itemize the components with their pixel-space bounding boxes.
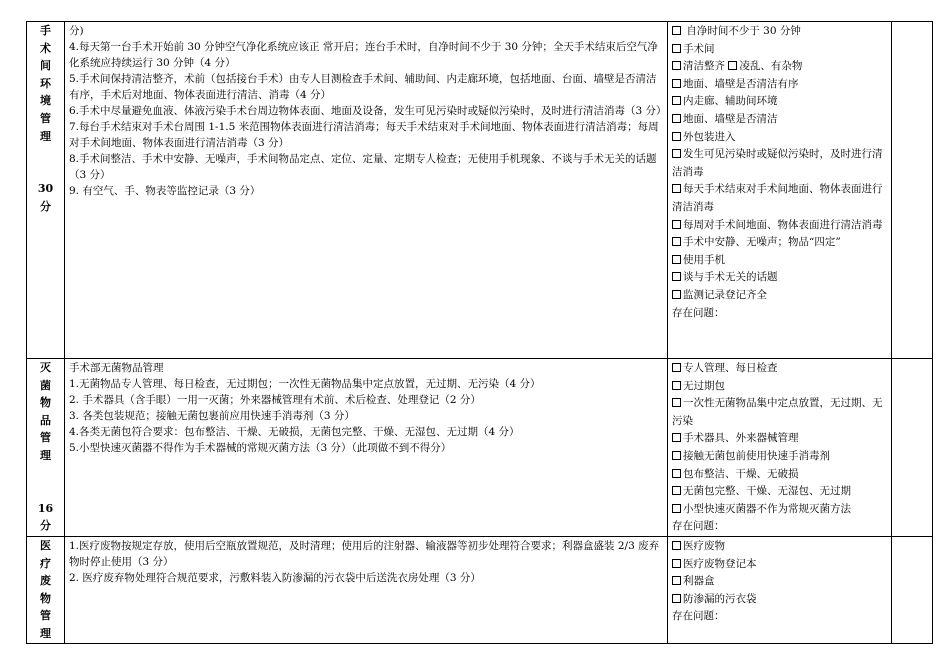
category-cell [27, 359, 65, 537]
checkbox-icon [672, 220, 681, 229]
checklist-cell [668, 536, 892, 643]
checkbox-icon [672, 96, 681, 105]
category-char: 疗 [40, 556, 51, 570]
checklist-item [672, 146, 887, 181]
checklist-label: 发生可见污染时或疑似污染时，及时进行清洁消毒 [672, 148, 883, 178]
checklist-item [672, 360, 887, 378]
row-surgery-environment [27, 22, 933, 359]
checklist-item [672, 269, 887, 287]
category-score-unit: 分 [40, 199, 51, 213]
category-char: 术 [40, 41, 51, 55]
checklist-item [672, 573, 887, 591]
category-char: 物 [40, 591, 51, 605]
standard-item: 2. 医疗废弃物处理符合规范要求，污敷料装入防渗漏的污衣袋中后送洗衣房处理（3 分） [69, 571, 481, 584]
checklist-label: 手术中安静、无噪声；物品“四定” [683, 236, 841, 249]
checkbox-icon [672, 576, 681, 585]
checklist-label: 使用手机 [683, 253, 725, 266]
standard-item: 5.手术间保持清洁整齐，术前（包括接台手术）由专人目测检查手术间、辅助间、内走廊环境，包括地面、台面、墙壁是否清洁有序，手术后对地面、物体表面进行清洁、消毒（4 分） [69, 73, 657, 101]
standard-item: 手术部无菌物品管理 [69, 362, 164, 374]
category-score-unit: 分 [40, 519, 51, 533]
checklist-item [672, 41, 887, 59]
checkbox-icon [672, 469, 681, 478]
checkbox-icon [672, 272, 681, 281]
checklist-label: 凌乱、有杂物 [739, 60, 803, 73]
checklist-item [672, 111, 887, 129]
checklist-item [672, 538, 887, 556]
category-cell [27, 22, 65, 359]
standards-cell [65, 22, 668, 359]
checkbox-icon [672, 451, 681, 460]
checkbox-icon [672, 184, 681, 193]
category-char: 管 [40, 609, 51, 623]
checklist-item [672, 129, 887, 147]
checklist-item [672, 305, 887, 323]
checkbox-icon [672, 149, 681, 158]
checklist-label: 存在问题： [672, 306, 725, 319]
checkbox-icon [728, 61, 737, 70]
checkbox-icon [672, 398, 681, 407]
checkbox-icon [672, 44, 681, 53]
standard-item: 1.医疗废物按规定存放，使用后空瓶放置规范，及时清理；使用后的注射器、输液器等初步处理符合要求；利器盒盛装 2/3 废弃物时停止使用（3 分） [69, 539, 660, 568]
checkbox-icon [672, 486, 681, 495]
checklist-item [672, 252, 887, 270]
checklist-label: 存在问题： [672, 610, 725, 623]
category-char: 灭 [40, 361, 51, 374]
category-char: 医 [40, 538, 51, 552]
checkbox-icon [672, 433, 681, 442]
checklist-item [672, 501, 887, 519]
checkbox-icon [672, 504, 681, 513]
checklist-label: 清洁整齐 [683, 60, 729, 73]
standard-item: 6.手术中尽量避免血液、体液污染手术台周边物体表面、地面及设备，发生可见污染时或疑似污染时，及时进行清洁消毒（3 分） [69, 105, 667, 117]
checklist-item [672, 181, 887, 216]
checklist-label: 自净时间不少于 30 分钟 [683, 25, 801, 37]
checkbox-icon [672, 132, 681, 141]
score-cell [892, 22, 933, 359]
checklist-cell [668, 22, 892, 359]
row-sterile-items [27, 359, 933, 537]
category-char: 管 [40, 111, 51, 125]
checklist-label: 无菌包完整、干燥、无湿包、无过期 [683, 485, 851, 498]
category-char: 理 [40, 626, 51, 640]
category-spacer [27, 465, 64, 500]
checklist-item [672, 591, 887, 609]
checklist-item [672, 483, 887, 501]
category-score: 16 [37, 501, 54, 515]
category-score: 30 [37, 182, 54, 196]
standards-cell [65, 359, 668, 537]
standard-item: 5.小型快速灭菌器不得作为手术器械的常规灭菌方法（3 分）（此项做不到不得分） [69, 442, 452, 454]
checklist-label: 每天手术结束对手术间地面、物体表面进行清洁消毒 [672, 183, 883, 213]
checklist-item [672, 430, 887, 448]
standard-item: 8.手术间整洁、手术中安静、无噪声，手术间物品定点、定位、定量、定期专人检查；无使用手机现象、不谈与手术无关的话题（3 分） [69, 153, 657, 181]
checklist-label: 存在问题： [672, 520, 725, 533]
standard-item: 分) [69, 25, 84, 37]
checklist-item [672, 93, 887, 111]
checklist-label: 外包装进入 [683, 130, 736, 143]
category-char: 间 [40, 59, 51, 73]
checklist-label: 内走廊、辅助间环境 [683, 95, 778, 108]
checklist-item [672, 217, 887, 235]
checklist-item [672, 556, 887, 574]
checklist-item [672, 58, 887, 76]
category-char: 物 [40, 396, 51, 410]
checkbox-icon [672, 541, 681, 550]
standard-item: 9. 有空气、手、物表等监控记录（3 分） [69, 185, 261, 197]
standard-item: 3. 各类包装规范；接触无菌包裹前应用快速手消毒剂（3 分） [69, 410, 355, 422]
checklist-label: 监测记录登记齐全 [683, 288, 767, 301]
checklist-item [672, 287, 887, 305]
category-char: 废 [40, 574, 51, 588]
checklist-item [672, 23, 887, 41]
checklist-item [672, 448, 887, 466]
inspection-table [26, 21, 933, 644]
checkbox-icon [672, 255, 681, 264]
category-char: 品 [40, 413, 51, 427]
checkbox-icon [672, 594, 681, 603]
checkbox-icon [672, 79, 681, 88]
checklist-label: 一次性无菌物品集中定点放置，无过期、无污染 [672, 397, 883, 427]
checklist-item [672, 518, 887, 536]
category-char: 菌 [40, 378, 51, 392]
standard-item: 7.每台手术结束对手术台周围 1-1.5 米范围物体表面进行清洁消毒；每天手术结束对手术间地面、物体表面进行清洁消毒；每周对手术间地面、物体表面进行清洁消毒（3 分） [69, 121, 659, 149]
checklist-label: 包布整洁、干燥、无破损 [683, 467, 799, 480]
standard-item: 2. 手术器具（含手眼）一用一灭菌；外来器械管理有术前、术后检查、处理登记（2 分） [69, 394, 481, 406]
checklist-label: 医疗废物登记本 [683, 557, 757, 570]
checklist-item [672, 395, 887, 430]
checklist-cell [668, 359, 892, 537]
checklist-item [672, 234, 887, 252]
category-char: 管 [40, 431, 51, 445]
checkbox-icon [672, 559, 681, 568]
checklist-item [672, 378, 887, 396]
checkbox-icon [672, 26, 681, 35]
checklist-label: 无过期包 [683, 379, 725, 392]
checklist-label: 手术间 [683, 42, 715, 55]
checklist-label: 利器盒 [683, 575, 715, 588]
standard-item: 4.每天第一台手术开始前 30 分钟空气净化系统应该正 常开启；连台手术时，自净时间不少于 30 分钟；全天手术结束后空气净化系统应持续运行 30 分钟（4 分） [69, 41, 658, 69]
score-cell [892, 359, 933, 537]
checkbox-icon [672, 237, 681, 246]
category-cell [27, 536, 65, 643]
checkbox-icon [672, 114, 681, 123]
checklist-label: 手术器具、外来器械管理 [683, 432, 799, 445]
checkbox-icon [672, 290, 681, 299]
checkbox-icon [672, 363, 681, 372]
category-char: 环 [40, 76, 51, 90]
checklist-label: 地面、墙壁是否清洁有序 [683, 77, 799, 90]
category-spacer [27, 145, 64, 180]
checklist-item [672, 608, 887, 626]
category-char: 理 [40, 129, 51, 143]
category-char: 理 [40, 448, 51, 462]
standards-cell [65, 536, 668, 643]
checklist-label: 地面、墙壁是否清洁 [683, 112, 778, 125]
row-medical-waste [27, 536, 933, 643]
checklist-label: 接触无菌包前使用快速手消毒剂 [683, 449, 830, 462]
checklist-label: 每周对手术间地面、物体表面进行清洁消毒 [683, 218, 883, 231]
score-cell [892, 536, 933, 643]
checklist-label: 防渗漏的污衣袋 [683, 592, 757, 605]
checklist-item [672, 466, 887, 484]
checklist-item [672, 76, 887, 94]
checkbox-icon [672, 61, 681, 70]
category-char: 手 [40, 24, 51, 37]
checklist-label: 小型快速灭菌器不作为常规灭菌方法 [683, 502, 851, 515]
standard-item: 1.无菌物品专人管理、每日检查，无过期包；一次性无菌物品集中定点放置，无过期、无污染（4 分） [69, 378, 541, 390]
checklist-label: 谈与手术无关的话题 [683, 271, 778, 284]
standard-item: 4.各类无菌包符合要求：包布整洁、干燥、无破损，无菌包完整、干燥、无湿包、无过期（4 分） [69, 426, 520, 438]
checklist-label: 专人管理、每日检查 [683, 362, 778, 374]
checkbox-icon [672, 381, 681, 390]
category-char: 境 [40, 94, 51, 108]
checklist-label: 医疗废物 [683, 539, 725, 552]
